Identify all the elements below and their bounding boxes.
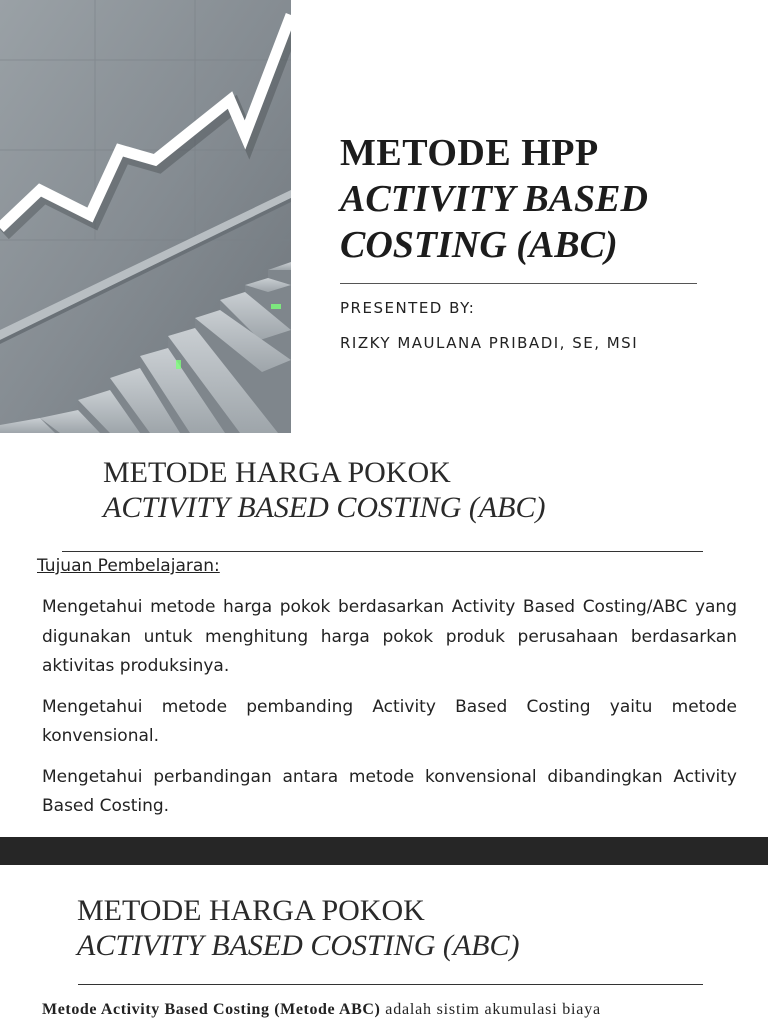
title-line-1: METODE HPP xyxy=(340,132,599,174)
slide3-heading xyxy=(77,893,520,963)
slide-separator-bar xyxy=(0,837,768,865)
objectives-slide xyxy=(0,433,768,837)
definition-slide xyxy=(0,865,768,1024)
slide2-heading-line-2: ACTIVITY BASED COSTING (ABC) xyxy=(103,491,546,524)
slide2-heading-line-1: METODE HARGA POKOK xyxy=(103,456,451,489)
title-divider xyxy=(340,283,697,284)
definition-text xyxy=(42,1001,748,1019)
slide3-heading-line-1: METODE HARGA POKOK xyxy=(77,894,425,927)
definition-rest: adalah sistim akumulasi biaya xyxy=(380,1001,601,1018)
slide2-heading xyxy=(103,455,546,525)
slide3-divider xyxy=(78,984,703,985)
objective-paragraph: Mengetahui perbandingan antara metode konvensional dibandingkan Activity Based Costing. xyxy=(42,766,737,816)
title-line-2: ACTIVITY BASED xyxy=(340,178,648,220)
objective-paragraph: Mengetahui metode harga pokok berdasarkan Activity Based Costing/ABC yang digunakan untuk menghitung harga pokok produk perusahaan berdasarkan aktivitas produksinya. xyxy=(42,597,737,676)
rising-arrow-stairs-photo xyxy=(0,0,291,433)
learning-objectives-label: Tujuan Pembelajaran: xyxy=(37,556,220,576)
presented-by-label: PRESENTED BY: xyxy=(340,299,476,317)
slide3-heading-line-2: ACTIVITY BASED COSTING (ABC) xyxy=(77,929,520,962)
slide2-divider xyxy=(62,551,703,552)
objectives-list xyxy=(42,593,737,833)
presenter-name: RIZKY MAULANA PRIBADI, SE, MSI xyxy=(340,334,639,352)
title-block xyxy=(340,130,740,268)
objective-paragraph: Mengetahui metode pembanding Activity Based Costing yaitu metode konvensional. xyxy=(42,696,737,746)
title-line-3: COSTING (ABC) xyxy=(340,224,618,266)
definition-term: Metode Activity Based Costing (Metode ABC) xyxy=(42,1001,381,1018)
title-slide xyxy=(0,0,768,433)
